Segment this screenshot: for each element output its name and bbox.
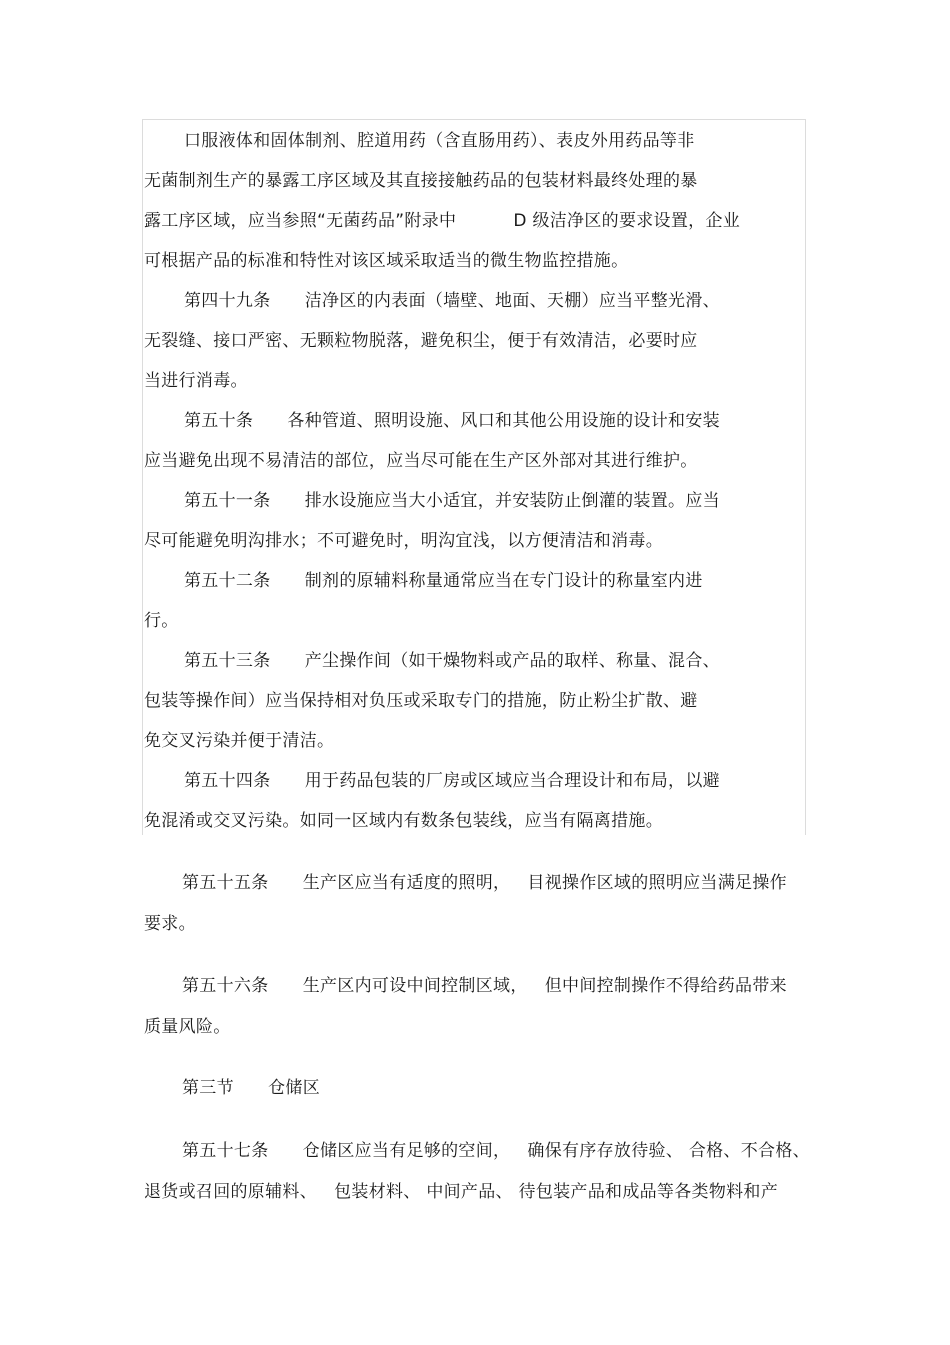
- article-heading-55: 第五十五条 生产区应当有适度的照明， 目视操作区域的照明应当满足操作: [182, 873, 787, 893]
- text-line: 免交叉污染并便于清洁。: [144, 731, 335, 751]
- article-heading-49: 第四十九条 洁净区的内表面（墙壁、地面、天棚）应当平整光滑、: [184, 291, 720, 311]
- section-heading: 第三节 仓储区: [182, 1078, 321, 1098]
- text-line: 质量风险。: [144, 1017, 231, 1037]
- article-heading-57: 第五十七条 仓储区应当有足够的空间， 确保有序存放待验、 合格、不合格、: [182, 1141, 810, 1161]
- text-line: 当进行消毒。: [144, 371, 248, 391]
- text-line: 可根据产品的标准和特性对该区域采取适当的微生物监控措施。: [144, 251, 629, 271]
- text-line: 退货或召回的原辅料、 包装材料、 中间产品、 待包装产品和成品等各类物料和产: [144, 1182, 779, 1202]
- article-heading-50: 第五十条 各种管道、照明设施、风口和其他公用设施的设计和安装: [184, 411, 720, 431]
- text-line: 口服液体和固体制剂、腔道用药（含直肠用药）、表皮外用药品等非: [184, 131, 695, 151]
- text-line: 无菌制剂生产的暴露工序区域及其直接接触药品的包装材料最终处理的暴: [144, 171, 698, 191]
- article-heading-53: 第五十三条 产尘操作间（如干燥物料或产品的取样、称量、混合、: [184, 651, 720, 671]
- text-line: 无裂缝、接口严密、无颗粒物脱落，避免积尘，便于有效清洁，必要时应: [144, 331, 698, 351]
- article-heading-56: 第五十六条 生产区内可设中间控制区域， 但中间控制操作不得给药品带来: [182, 976, 787, 996]
- text-line: 包装等操作间）应当保持相对负压或采取专门的措施，防止粉尘扩散、避: [144, 691, 698, 711]
- text-line: 行。: [144, 611, 179, 631]
- text-line: 免混淆或交叉污染。如同一区域内有数条包装线，应当有隔离措施。: [144, 811, 663, 831]
- text-line: 要求。: [144, 914, 196, 934]
- article-heading-54: 第五十四条 用于药品包装的厂房或区域应当合理设计和布局，以避: [184, 771, 720, 791]
- text-line: 露工序区域，应当参照“无菌药品”附录中 D 级洁净区的要求设置，企业: [144, 211, 741, 231]
- text-line: 应当避免出现不易清洁的部位，应当尽可能在生产区外部对其进行维护。: [144, 451, 698, 471]
- article-heading-52: 第五十二条 制剂的原辅料称量通常应当在专门设计的称量室内进: [184, 571, 703, 591]
- text-line: 尽可能避免明沟排水；不可避免时，明沟宜浅，以方便清洁和消毒。: [144, 531, 663, 551]
- article-heading-51: 第五十一条 排水设施应当大小适宜，并安装防止倒灌的装置。应当: [184, 491, 720, 511]
